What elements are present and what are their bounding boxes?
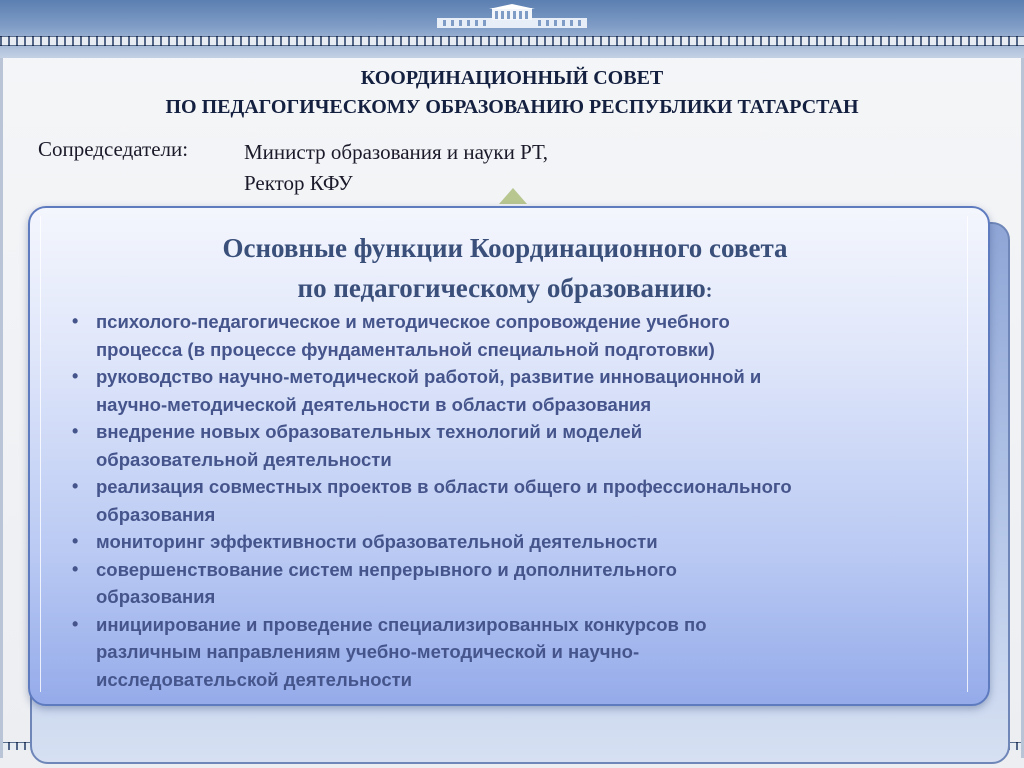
list-item-text: реализация совместных проектов в области общего и профессионального образования [96, 476, 792, 525]
list-item [70, 528, 970, 556]
bullet-icon: • [72, 421, 79, 441]
cochair-item-rector: Ректор КФУ [244, 171, 353, 195]
list-item-text: психолого-педагогическое и методическое сопровождение учебного процесса (в процессе фундаментальной специальной подготовки) [96, 311, 730, 360]
list-item [70, 418, 970, 473]
list-item-text: мониторинг эффективности образовательной деятельности [96, 531, 658, 552]
bullet-icon: • [72, 476, 79, 496]
bullet-icon: • [72, 613, 79, 634]
functions-title [0, 228, 1010, 311]
title-line-1: КООРДИНАЦИОННЫЙ СОВЕТ [360, 67, 664, 89]
bullet-icon: • [72, 531, 79, 551]
list-item-text: внедрение новых образовательных технологий и моделей образовательной деятельности [96, 421, 643, 470]
cochair-item-minister: Министр образования и науки РТ, [244, 140, 548, 164]
list-item-text: руководство научно-методической работой, развитие инновационной и научно-методической деятельности в области образования [96, 366, 762, 415]
bullet-icon: • [72, 311, 79, 331]
list-item-text: совершенствование систем непрерывного и дополнительного образования [96, 558, 677, 607]
list-item [70, 308, 970, 363]
bullet-icon: • [72, 558, 79, 579]
functions-title-line-2 [0, 268, 1010, 311]
university-building-icon [437, 4, 587, 28]
list-item-text: инициирование и проведение специализированных конкурсов по различным направлениям учебно-методической и научно- исследовательской деятельности [96, 613, 707, 690]
greek-key-border-top [0, 36, 1024, 46]
list-item [70, 611, 970, 694]
arrow-tip-decoration [499, 188, 527, 204]
bullet-icon: • [72, 366, 79, 386]
list-item [70, 556, 970, 611]
functions-list [70, 308, 970, 693]
left-frame-line [0, 58, 3, 758]
list-item [70, 363, 970, 418]
functions-title-line-2-text: по педагогическому образованию [297, 273, 706, 303]
list-item [70, 473, 970, 528]
cochairs-label: Сопредседатели: [38, 137, 189, 161]
title-line-2: ПО ПЕДАГОГИЧЕСКОМУ ОБРАЗОВАНИЮ РЕСПУБЛИКИ ТАТАРСТАН [165, 96, 859, 118]
functions-title-colon: : [705, 280, 713, 302]
functions-title-line-1: Основные функции Координационного совета [222, 233, 788, 263]
slide-title [0, 64, 1024, 122]
